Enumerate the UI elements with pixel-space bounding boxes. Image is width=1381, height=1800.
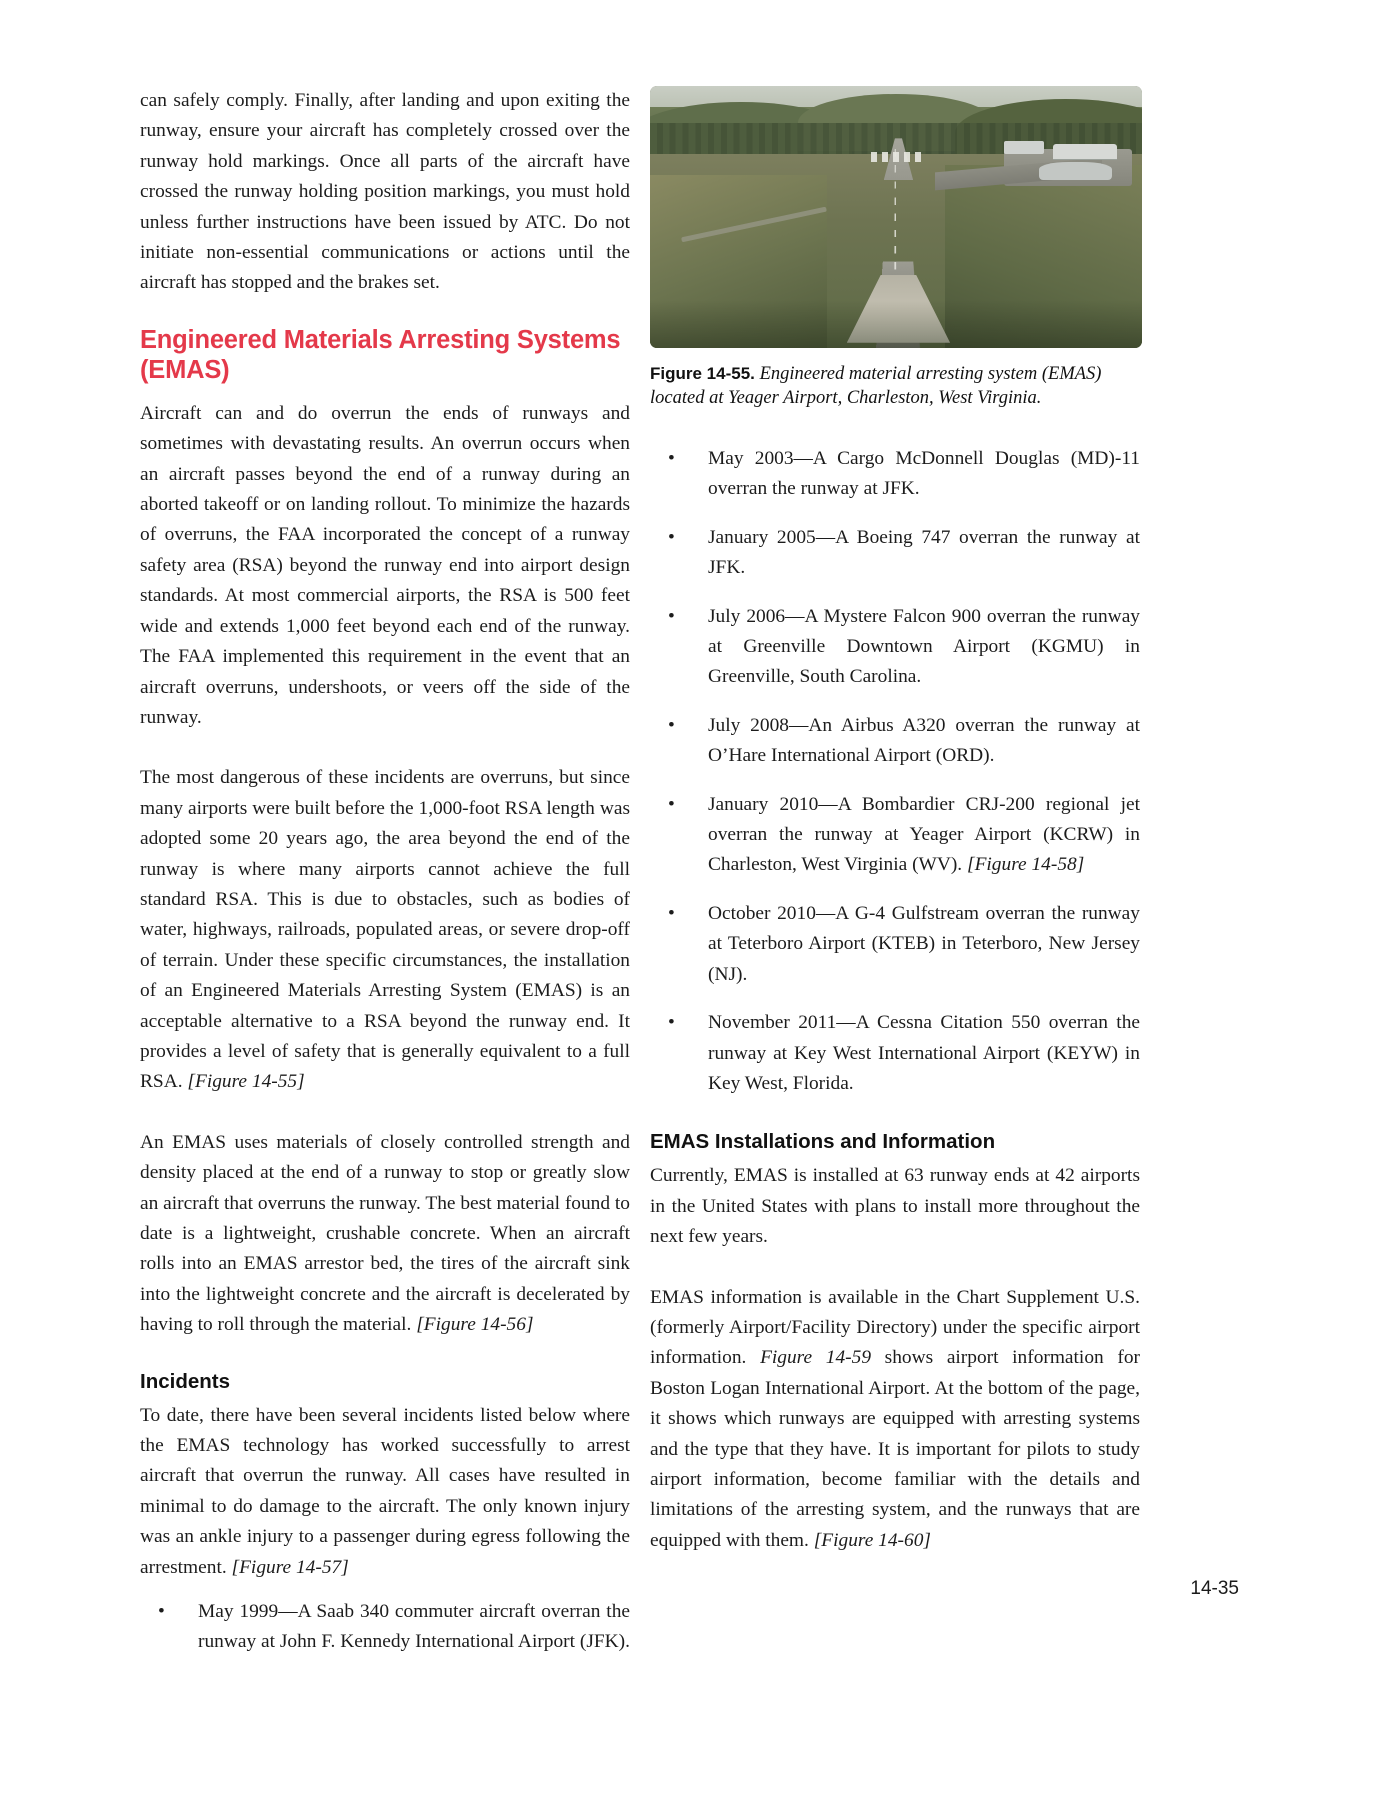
figure-caption-text: Engineered material arresting system (EMAS) located at Yeager Airport, Charleston, West Virginia. — [650, 364, 1102, 408]
subsection-heading-incidents: Incidents — [140, 1369, 230, 1393]
bullet-icon: • — [668, 1012, 675, 1034]
paragraph-continuation: can safely comply. Finally, after landing and upon exiting the runway, ensure your aircraft has completely crossed over the runway hold markings. Once all parts of the aircraft have crossed the runway holding position markings, you must hold unless further instructions have been issued by ATC. Do not initiate non-essential communications or actions until the aircraft has stopped and the brakes set. — [140, 90, 630, 294]
bullet-icon: • — [668, 605, 675, 627]
figure-reference-14-57: [Figure 14-57] — [226, 1556, 349, 1578]
bullet-icon: • — [158, 1601, 165, 1623]
list-item — [650, 523, 1140, 584]
list-item-text: January 2005—A Boeing 747 overran the runway at JFK. — [708, 526, 1140, 579]
bullet-icon: • — [668, 526, 675, 548]
figure-reference-14-60: [Figure 14-60] — [808, 1529, 931, 1551]
list-item-text: May 2003—A Cargo McDonnell Douglas (MD)-11 overran the runway at JFK. — [708, 448, 1140, 500]
bullet-icon: • — [668, 714, 675, 736]
list-item-text: October 2010—A G-4 Gulfstream overran the runway at Teterboro Airport (KTEB) in Teterboro, New Jersey (NJ). — [708, 902, 1140, 985]
list-item-figure-reference: [Figure 14-58] — [962, 854, 1085, 876]
paragraph-overrun-risks — [140, 763, 630, 1097]
bullet-icon: • — [668, 793, 675, 815]
list-item — [650, 444, 1140, 505]
paragraph-overrun-risks-text: The most dangerous of these incidents are overruns, but since many airports were built before the 1,000-foot RSA length was adopted some 20 years ago, the area beyond the end of the runway is where many airports cannot achieve the full standard RSA. This is due to obstacles, such as bodies of water, highways, railroads, populated areas, or severe drop-off of terrain. Under these specific circumstances, the installation of an Engineered Materials Arresting System (EMAS) is an acceptable alternative to a RSA beyond the runway end. It provides a level of safety that is generally equivalent to a full RSA. — [140, 767, 630, 1093]
list-item-text: January 2010—A Bombardier CRJ-200 regional jet overran the runway at Yeager Airport (KCRW) in Charleston, West Virginia (WV). — [708, 793, 1140, 876]
bullet-icon: • — [668, 448, 675, 469]
figure-14-55 — [650, 86, 1142, 410]
figure-label: Figure 14-55. — [650, 364, 755, 383]
right-column — [650, 86, 1140, 1556]
figure-caption — [650, 362, 1142, 410]
list-item — [650, 711, 1140, 772]
list-item — [650, 790, 1140, 881]
paragraph-emas-information-part1: EMAS information is available in the Chart Supplement U.S. (formerly Airport/Facility Directory) under the specific airport information. — [650, 1286, 1140, 1369]
paragraph-emas-materials-text: An EMAS uses materials of closely controlled strength and density placed at the end of a runway to stop or greatly slow an aircraft that overruns the runway. The best material found to date is a lightweight, crushable concrete. When an aircraft rolls into an EMAS arrestor bed, the tires of the aircraft sink into the lightweight concrete and the aircraft is decelerated by having to roll through the material. — [140, 1131, 630, 1336]
paragraph-incidents-intro — [140, 1401, 630, 1583]
list-item-text: July 2008—An Airbus A320 overran the runway at O’Hare International Airport (ORD). — [708, 714, 1140, 767]
figure-reference-14-55: [Figure 14-55] — [182, 1071, 305, 1093]
list-item-text: July 2006—A Mystere Falcon 900 overran the runway at Greenville Downtown Airport (KGMU) in Greenville, South Carolina. — [708, 605, 1140, 688]
list-item — [650, 1008, 1140, 1099]
incident-list-right — [650, 444, 1140, 1099]
section-heading-emas: Engineered Materials Arresting Systems (EMAS) — [140, 325, 621, 384]
figure-reference-14-59: Figure 14-59 — [760, 1347, 872, 1369]
paragraph-emas-information-part2: shows airport information for Boston Logan International Airport. At the bottom of the page, it shows which runways are equipped with arresting systems and the type that they have. It is important for pilots to study airport information, become familiar with the details and limitations of the arresting system, and the runways that are equipped with them. — [650, 1347, 1140, 1551]
list-item — [140, 1597, 630, 1658]
left-column — [140, 86, 630, 1658]
page-number: 14-35 — [1190, 1578, 1239, 1599]
bullet-icon: • — [668, 902, 675, 924]
paragraph-incidents-intro-text: To date, there have been several incidents listed below where the EMAS technology has worked successfully to arrest aircraft that overrun the runway. All cases have resulted in minimal to do damage to the aircraft. The only known injury was an ankle injury to a passenger during egress following the arrestment. — [140, 1404, 630, 1578]
paragraph-emas-materials — [140, 1128, 630, 1341]
figure-reference-14-56: [Figure 14-56] — [411, 1314, 534, 1336]
subsection-heading-emas-installations: EMAS Installations and Information — [650, 1130, 996, 1154]
list-item — [650, 899, 1140, 990]
emas-runway-aerial-photo — [650, 86, 1142, 348]
paragraph-emas-information — [650, 1283, 1140, 1557]
list-item-text: May 1999—A Saab 340 commuter aircraft overran the runway at John F. Kennedy International Airport (JFK). — [198, 1601, 630, 1653]
list-item-text: November 2011—A Cessna Citation 550 overran the runway at Key West International Airport (KEYW) in Key West, Florida. — [708, 1012, 1140, 1094]
two-column-layout — [140, 86, 1240, 1686]
paragraph-installations: Currently, EMAS is installed at 63 runway ends at 42 airports in the United States with plans to install more throughout the next few years. — [650, 1165, 1140, 1248]
list-item — [650, 602, 1140, 693]
paragraph-emas-intro: Aircraft can and do overrun the ends of runways and sometimes with devastating results. An overrun occurs when an aircraft passes beyond the end of a runway during an aborted takeoff or on landing rollout. To minimize the hazards of overruns, the FAA incorporated the concept of a runway safety area (RSA) beyond the runway end into airport design standards. At most commercial airports, the RSA is 500 feet wide and extends 1,000 feet beyond each end of the runway. The FAA implemented this requirement in the event that an aircraft overruns, undershoots, or veers off the side of the runway. — [140, 402, 630, 728]
incident-list-left — [140, 1597, 630, 1658]
